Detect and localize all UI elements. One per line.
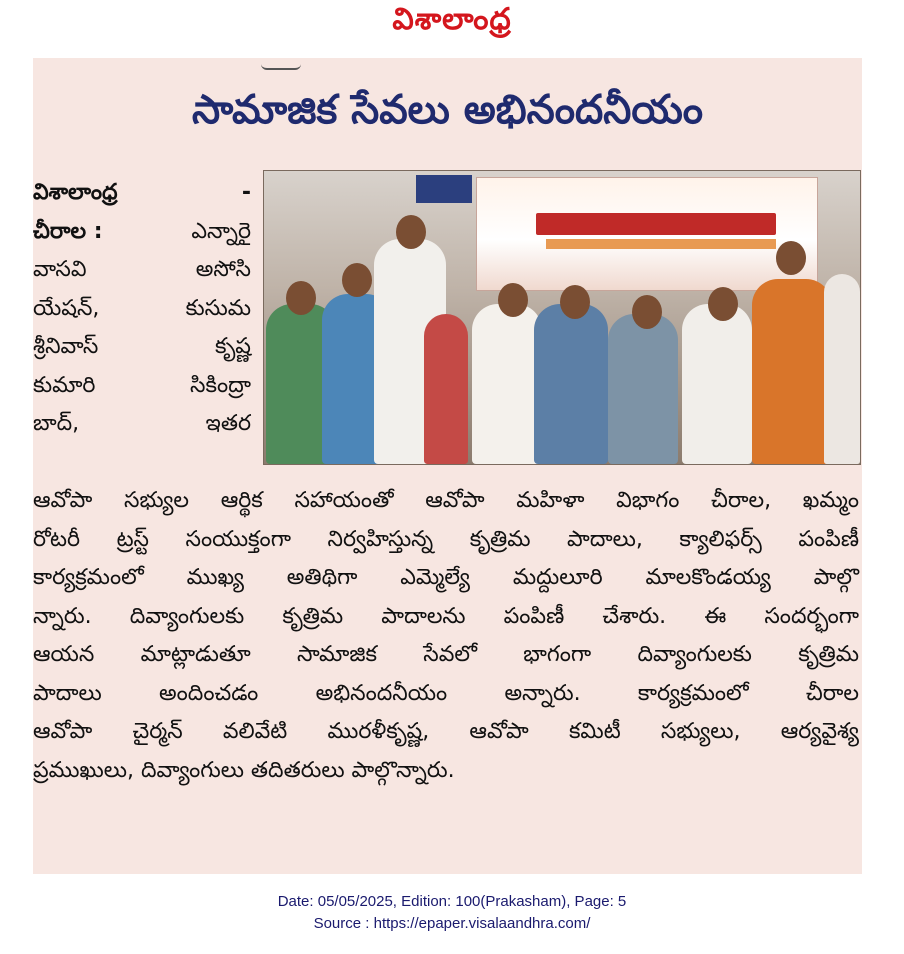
body-line: ఆయన మాట్లాడుతూ సామాజిక సేవలో భాగంగా దివ్యాంగులకు కృత్రిమ [33, 642, 859, 667]
photo-figure [424, 314, 468, 464]
footer-date-edition: Date: 05/05/2025, Edition: 100(Prakasham), Page: 5 [277, 893, 627, 910]
dateline [33, 174, 251, 213]
article-body [33, 482, 859, 790]
photo-figure [682, 304, 752, 464]
narrow-line: ఎన్నారై [191, 218, 251, 244]
dateline-dash: - [241, 180, 251, 205]
dateline-source: విశాలాంధ్ర [33, 180, 118, 205]
photo-figure-head [560, 285, 590, 319]
article-narrow-column [33, 174, 251, 444]
photo-banner-strip [536, 213, 776, 235]
photo-sign-board [416, 175, 472, 203]
event-photo [263, 170, 861, 465]
photo-figure-head [776, 241, 806, 275]
photo-figure [608, 314, 678, 464]
photo-figure [534, 304, 608, 464]
narrow-line: వాసవి అసోసి [33, 257, 251, 282]
body-line: పాదాలు అందించడం అభినందనీయం అన్నారు. కార్యక్రమంలో చీరాల [33, 680, 859, 706]
body-line: రోటరీ ట్రస్ట్ సంయుక్తంగా నిర్వహిస్తున్న కృత్రిమ పాదాలు, క్యాలిఫర్స్ పంపిణీ [33, 526, 859, 552]
photo-figure-head [286, 281, 316, 315]
photo-figure-head [708, 287, 738, 321]
dateline-row-2 [33, 213, 251, 252]
photo-banner-strip-2 [546, 239, 776, 249]
body-line: ఆవోపా చైర్మన్ వలివేటి మురళీకృష్ణ, ఆవోపా కమిటీ సభ్యులు, ఆర్యవైశ్య [33, 719, 859, 744]
body-line: న్నారు. దివ్యాంగులకు కృత్రిమ పాదాలను పంపిణీ చేశారు. ఈ సందర్భంగా [33, 603, 859, 629]
masthead-logo: విశాలాంధ్ర [392, 2, 512, 37]
body-line: ఆవోపా సభ్యుల ఆర్థిక సహాయంతో ఆవోపా మహిళా విభాగం చీరాల, ఖమ్మం [33, 488, 859, 513]
narrow-line: కుమారి సికింద్రా [33, 372, 251, 398]
body-line-last: ప్రముఖులు, దివ్యాంగులు తదితరులు పాల్గొన్నారు. [33, 757, 455, 783]
body-line: కార్యక్రమంలో ముఖ్య అతిథిగా ఎమ్మెల్యే మద్దులూరి మాలకొండయ్య పాల్గొ [33, 565, 859, 590]
clip-edge-mark [261, 58, 301, 70]
narrow-line: శ్రీనివాస్ కృష్ణ [33, 334, 251, 359]
photo-figure-head [498, 283, 528, 317]
article-headline: సామాజిక సేవలు అభినందనీయం [191, 87, 704, 133]
photo-figure-head [342, 263, 372, 297]
photo-figure [824, 274, 860, 464]
article-clipping [33, 58, 862, 874]
narrow-line: యేషన్, కుసుమ [33, 295, 251, 321]
photo-figure-head [396, 215, 426, 249]
photo-figure-head [632, 295, 662, 329]
narrow-line: బాద్, ఇతర [33, 411, 251, 436]
photo-figure [472, 304, 542, 464]
dateline-place: చీరాల : [33, 218, 103, 244]
photo-figure [752, 279, 832, 464]
footer-source-link[interactable]: Source : https://epaper.visalaandhra.com/ [313, 915, 591, 932]
